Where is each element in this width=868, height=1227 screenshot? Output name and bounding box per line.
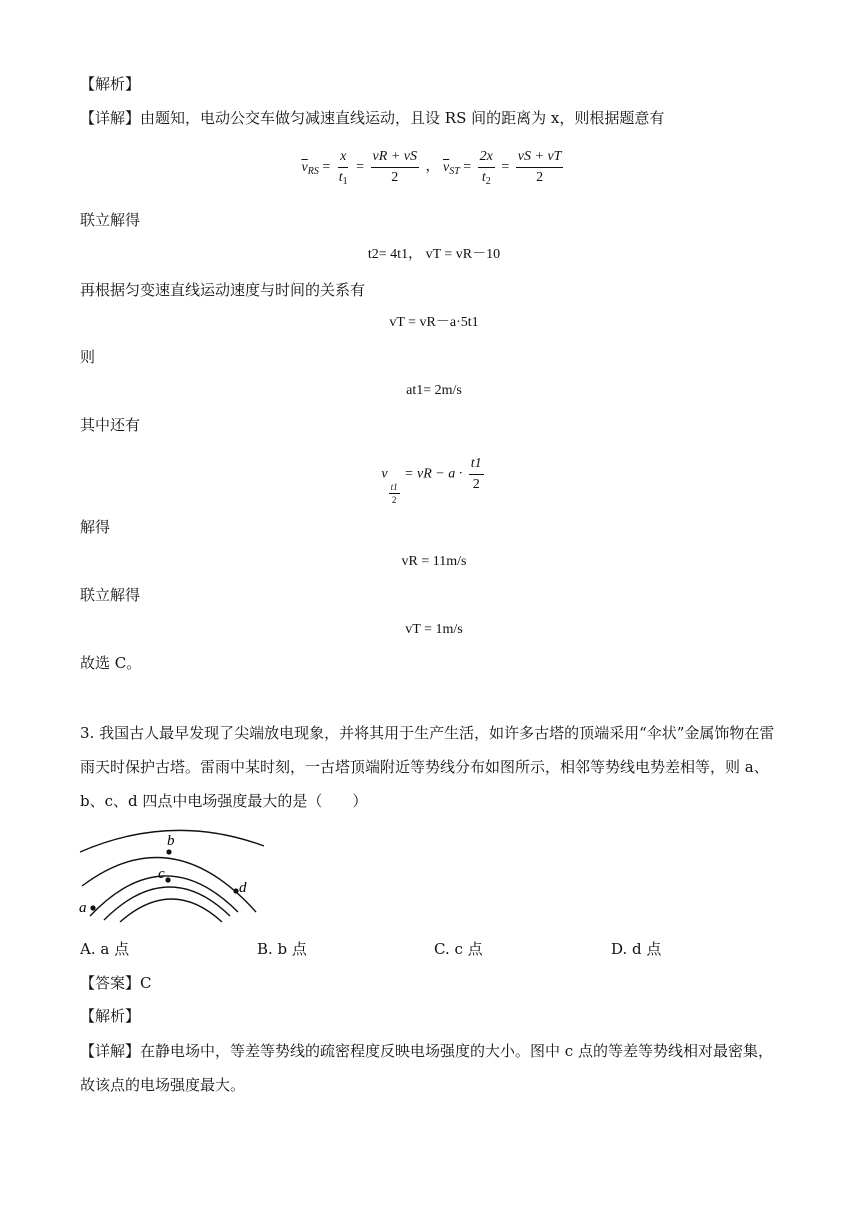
detail-2-line-2: 故该点的电场强度最大。 xyxy=(80,1076,246,1094)
equation-vt-final: vT = 1m/s xyxy=(405,622,463,637)
detail-paragraph xyxy=(80,107,664,129)
option-b: B. b 点 xyxy=(257,940,307,958)
detail-text: 由题知，电动公交车做匀减速直线运动，且设 RS 间的距离为 x，则根据题意有 xyxy=(140,109,665,127)
label-d: d xyxy=(239,880,247,896)
equation-vt: vT = vR－a·5t1 xyxy=(389,315,479,330)
equipotential-figure xyxy=(76,824,266,924)
step-relation: 再根据匀变速直线运动速度与时间的关系有 xyxy=(80,281,366,299)
option-d: D. d 点 xyxy=(611,940,662,958)
question-3-line-3: b、c、d 四点中电场强度最大的是（ ） xyxy=(80,792,368,810)
step-joint-solve: 联立解得 xyxy=(80,211,141,229)
point-b xyxy=(166,849,171,854)
equipotential-line-5 xyxy=(120,899,222,922)
point-c xyxy=(165,877,170,882)
fraction-x-over-t1: $\frac{x}{t_1}$ xyxy=(338,149,348,187)
conclusion-choose: 故选 C。 xyxy=(80,654,142,672)
step-also: 其中还有 xyxy=(80,416,141,434)
fraction-vr-vs: $\frac{vR + vS}{2}$ xyxy=(372,149,417,185)
fraction-t1-over-2: $\frac{t1}{2}$ xyxy=(470,456,482,492)
option-a: A. a 点 xyxy=(80,940,130,958)
equation-at1: at1= 2m/s xyxy=(406,383,462,398)
subscript-fraction: $\frac{t1}{2}$ xyxy=(390,481,398,505)
point-d xyxy=(233,888,238,893)
label-b: b xyxy=(167,833,175,849)
question-3-line-1: 3. 我国古人最早发现了尖端放电现象，并将其用于生产生活，如许多古塔的顶端采用“伞状”金属饰物在雷 xyxy=(80,724,775,742)
equation-vr: vR = 11m/s xyxy=(401,554,467,569)
fraction-2x-over-t2: $\frac{2x}{t_2}$ xyxy=(479,149,493,187)
label-a: a xyxy=(79,900,87,916)
answer-line: 【答案】C xyxy=(80,974,152,992)
detail-label: 【详解】 xyxy=(80,109,141,127)
point-a xyxy=(90,905,95,910)
detail-2-line-1: 【详解】在静电场中，等差等势线的疏密程度反映电场强度的大小。图中 c 点的等差等势线相对最密集， xyxy=(80,1042,773,1060)
equation-average-velocity: $\overline{v}_{RS}$ = $\frac{x}{t_1}$ = $\frac{vR + vS}{2}$ ， $\overline{v}_{ST}$ = $\frac{2x}{t_2}$ = $\frac{vS + vT}{2}$ xyxy=(301,149,562,187)
step-then: 则 xyxy=(80,348,96,366)
vbar-rs: $\overline{v}_{RS}$ xyxy=(301,159,319,177)
question-3-line-2: 雨天时保护古塔。雷雨中某时刻，一古塔顶端附近等势线分布如图所示，相邻等势线电势差相等，则 a、 xyxy=(80,758,769,776)
analysis-label: 【解析】 xyxy=(80,75,141,93)
analysis-label-2: 【解析】 xyxy=(80,1007,141,1025)
option-c: C. c 点 xyxy=(434,940,483,958)
equipotential-line-4 xyxy=(104,887,230,920)
equation-v-half-t1: v $\frac{t1}{2}$ = vR − a · $\frac{t1}{2}$ xyxy=(381,456,482,505)
fraction-vs-vt: $\frac{vS + vT}{2}$ xyxy=(517,149,562,185)
equation-t2: t2= 4t1， vT = vR－10 xyxy=(367,247,501,262)
vbar-st: $\overline{v}_{ST}$ xyxy=(442,159,460,177)
label-c: c xyxy=(158,866,165,882)
step-solve: 解得 xyxy=(80,518,111,536)
step-joint-solve-2: 联立解得 xyxy=(80,586,141,604)
